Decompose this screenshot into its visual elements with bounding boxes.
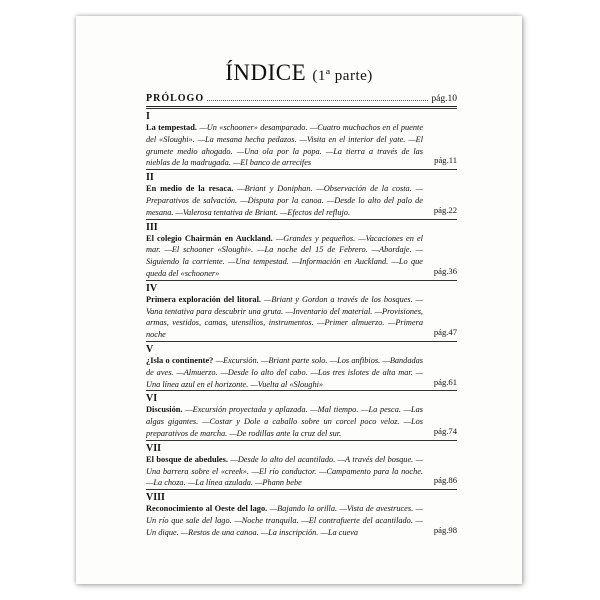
chapter-page-number: pág.36 xyxy=(433,265,457,276)
chapter-topics: —Briant y Gordon a través de los bosques. —Vana tentativa para descubrir una gruta. —Inventario del material. —Provisiones, armas, vestidos, camas, utensilios, instrumentos. —Primer almuerzo. —Primera noche xyxy=(146,294,423,340)
chapter-page-number: pág.74 xyxy=(433,425,457,436)
chapter-entry xyxy=(146,108,457,169)
chapter-summary xyxy=(146,233,457,280)
chapter-number: II xyxy=(146,172,154,184)
chapter-summary xyxy=(146,454,457,489)
chapter-summary xyxy=(146,294,457,341)
chapter-number: VII xyxy=(146,442,162,454)
title-main: ÍNDICE xyxy=(225,60,307,85)
chapter-entry xyxy=(146,440,457,489)
chapter-list xyxy=(146,108,457,539)
chapter-page-number: pág.86 xyxy=(433,475,457,486)
chapter-page-number: pág.47 xyxy=(433,327,457,338)
index-list xyxy=(146,92,457,539)
chapter-topics: —Grandes y pequeños. —Vacaciones en el mar. —El schooner «Sloughi». —La noche del 15 de Febrero. —Abordaje. —Siguiendo la corriente. —Una tempestad. —Información en Auckland. —Lo que queda del «schooner» xyxy=(146,233,423,278)
prologo-entry xyxy=(146,92,457,107)
chapter-number: I xyxy=(146,111,150,122)
chapter-heading: ¿Isla o continente? xyxy=(146,355,214,365)
chapter-heading: Discusión. xyxy=(146,405,183,415)
chapter-summary xyxy=(146,183,457,218)
dot-leader xyxy=(207,92,428,101)
chapter-topics: —Desde lo alto del acantilado. —A través del bosque. —Una barrera sobre el «creek». —El río conductor. —Campamento para la noche. —La choza. —La línea azulada. —Phann bebe xyxy=(146,454,424,488)
chapter-topics: —Excursión proyectada y aplazada. —Mal tiempo. —La pesca. —Las algas gigantes. —Costar y Dole a caballo sobre un corcel poco veloz. —Los preparativos de marcha. —De rodillas ante la cruz del sur. xyxy=(146,405,424,438)
chapter-entry xyxy=(146,390,457,439)
chapter-entry xyxy=(146,341,457,390)
chapter-page-number: pág.22 xyxy=(433,204,457,215)
book-page xyxy=(76,16,522,584)
title-sub: (1ª parte) xyxy=(312,68,373,84)
chapter-heading: Primera exploración del litoral. xyxy=(146,294,262,304)
chapter-number: V xyxy=(146,343,154,355)
chapter-entry xyxy=(146,280,457,341)
chapter-entry xyxy=(146,169,457,218)
chapter-topics: —Briant y Doniphan. —Observación de la costa. —Preparativos de salvación. —Disputa por la canoa. —Desde lo alto del palo de mesana. —Valerosa tentativa de Briant. —Efectos del reflujo. xyxy=(146,184,423,217)
chapter-summary xyxy=(146,355,457,390)
chapter-heading: En medio de la resaca. xyxy=(146,184,234,194)
chapter-entry xyxy=(146,219,457,280)
chapter-number: VI xyxy=(146,393,158,405)
prologo-page: pág.10 xyxy=(431,94,457,104)
prologo-label: PRÓLOGO xyxy=(146,93,205,104)
chapter-number: VIII xyxy=(146,492,165,504)
chapter-number: III xyxy=(146,221,158,233)
page-title xyxy=(76,60,522,86)
chapter-topics: —Un «schooner» desamparado. —Cuatro muchachos en el puente del «Sloughi». —La mesana hecha pedazos. —Visita en el interior del yate. —El grumete medio ahogado. —Una ola por la popa. —La tierra a través de las nieblas de la madrugada. —El banco de arrecifes xyxy=(146,123,424,168)
chapter-page-number: pág.11 xyxy=(434,155,457,166)
chapter-heading: La tempestad. xyxy=(146,123,197,132)
chapter-entry xyxy=(146,489,457,538)
chapter-topics: —Bajando la orilla. —Vista de avestruces. —Un río que sale del lago. —Noche tranquila. —El contrafuerte del acantilado. —Un dique. —Restos de una canoa. —La inscripción. —La cueva xyxy=(146,504,423,537)
chapter-heading: Reconocimiento al Oeste del lago. xyxy=(146,504,268,514)
chapter-topics: —Excursión. —Briant parte solo. —Los anfibios. —Bandadas de aves. —Almuerzo. —Desde lo alto del cabo. —Los tres islotes de alta mar. —Una línea azul en el horizonte. —Vuelta al «Sloughi» xyxy=(146,355,424,389)
chapter-page-number: pág.61 xyxy=(433,376,457,387)
chapter-summary xyxy=(146,122,457,169)
chapter-heading: El bosque de abedules. xyxy=(146,454,229,464)
chapter-summary xyxy=(146,503,457,538)
chapter-number: IV xyxy=(146,282,158,294)
chapter-summary xyxy=(146,404,457,439)
chapter-page-number: pág.98 xyxy=(433,524,457,535)
chapter-heading: El colegio Chairmán en Auckland. xyxy=(146,233,273,243)
